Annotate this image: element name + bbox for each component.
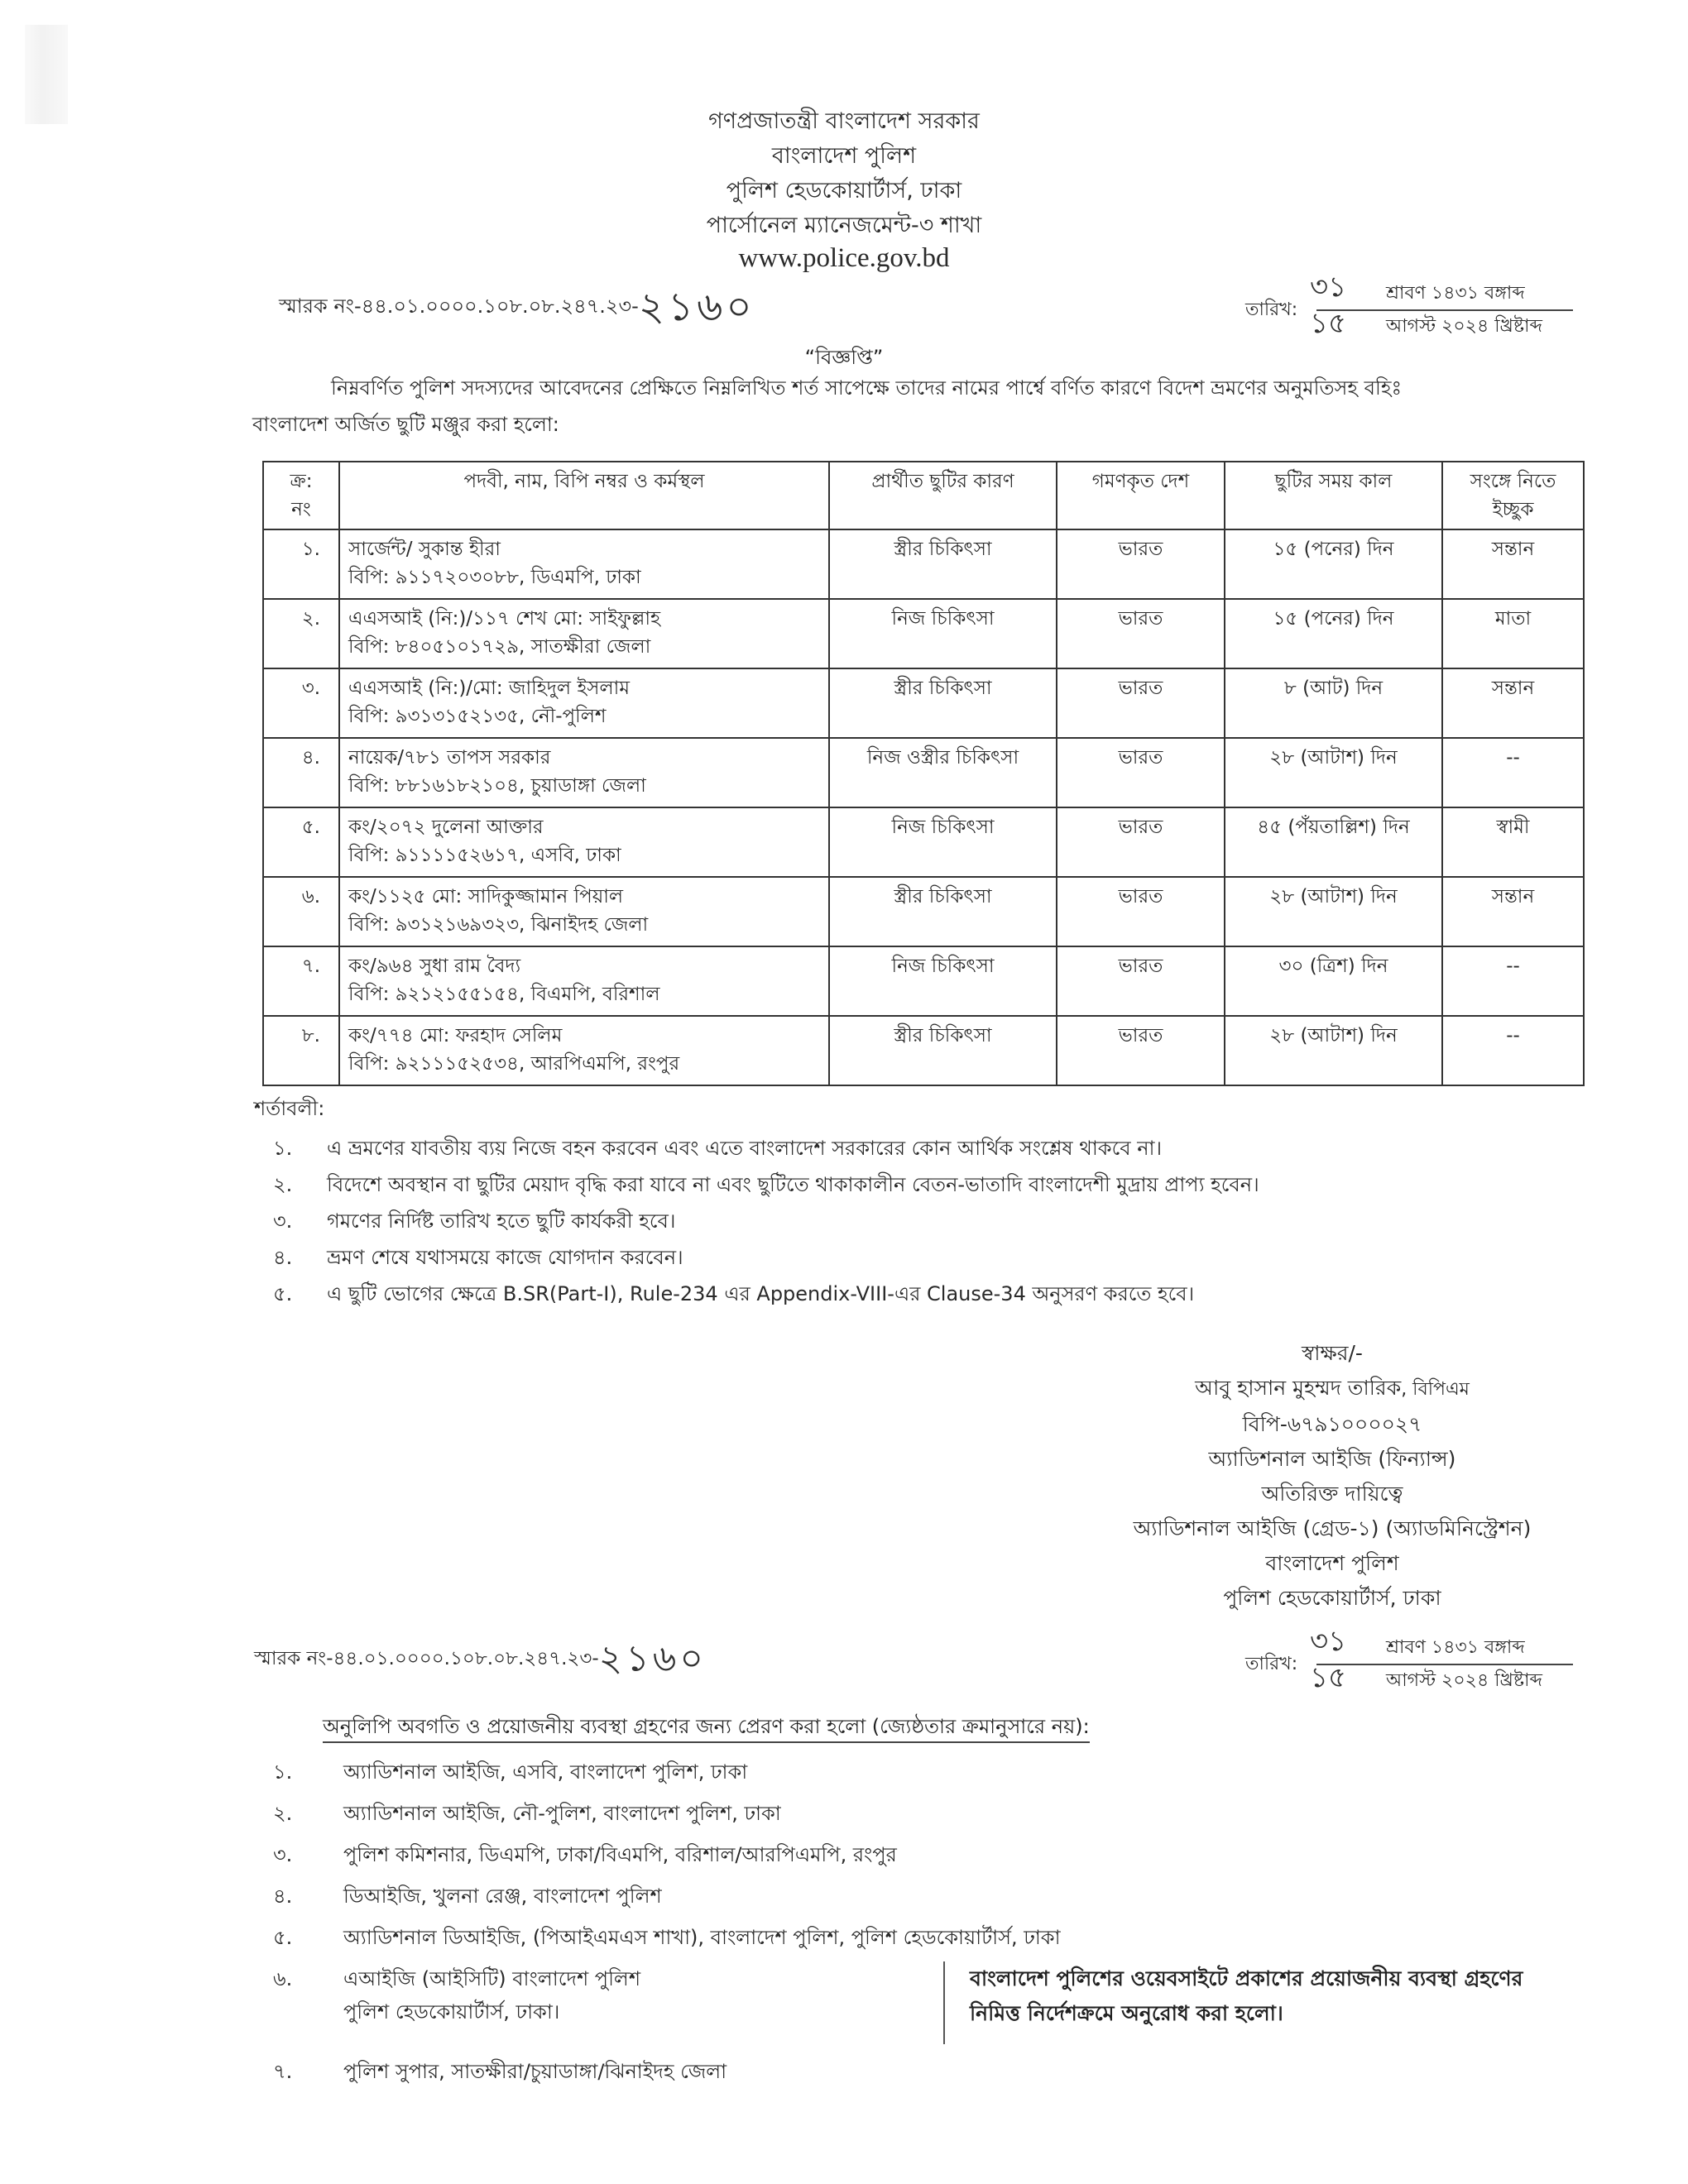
cell-companion: সন্তান xyxy=(1442,877,1584,946)
condition-text: ভ্রমণ শেষে যথাসময়ে কাজে যোগদান করবেন। xyxy=(327,1246,683,1269)
table-row xyxy=(263,529,1584,599)
cell-serial: ৩. xyxy=(263,668,339,738)
member-name: কং/৯৬৪ সুধা রাম বৈদ্য xyxy=(348,956,521,977)
condition-number: ৩. xyxy=(273,1209,293,1233)
header-government: গণপ্রজাতন্ত্রী বাংলাদেশ সরকার xyxy=(708,108,980,134)
memo-date xyxy=(1245,271,1593,342)
copy-item-text: পুলিশ কমিশনার, ডিএমপি, ঢাকা/বিএমপি, বরিশাল/আরপিএমপি, রংপুর xyxy=(343,1843,897,1866)
cell-reason: নিজ চিকিৎসা xyxy=(829,807,1057,877)
table-row xyxy=(263,668,1584,738)
cell-reason: স্ত্রীর চিকিৎসা xyxy=(829,529,1057,599)
cell-country: ভারত xyxy=(1057,807,1225,877)
cell-name xyxy=(339,946,829,1016)
date-english: আগস্ট ২০২৪ খ্রিষ্টাব্দ xyxy=(1386,316,1542,337)
signature-block xyxy=(1034,1336,1630,1616)
header-police: বাংলাদেশ পুলিশ xyxy=(771,143,917,169)
cell-country: ভারত xyxy=(1057,529,1225,599)
header-country: গমণকৃত দেশ xyxy=(1057,462,1225,529)
member-name: এএসআই (নি:)/মো: জাহিদুল ইসলাম xyxy=(348,678,631,699)
cell-serial: ৭. xyxy=(263,946,339,1016)
condition-text: এ ছুটি ভোগের ক্ষেত্রে B.SR(Part-I), Rule-234 এর Appendix-VIII-এর Clause-34 অনুসরণ করতে হবে। xyxy=(327,1282,1195,1305)
cell-reason: স্ত্রীর চিকিৎসা xyxy=(829,877,1057,946)
copy-date-day-english: ১৫ xyxy=(1310,1661,1347,1694)
cell-companion: স্বামী xyxy=(1442,807,1584,877)
copy-item-text: অ্যাডিশনাল ডিআইজি, (পিআইএমএস শাখা), বাংলাদেশ পুলিশ, পুলিশ হেডকোয়ার্টার্স, ঢাকা xyxy=(343,1926,1061,1949)
cell-duration: ২৮ (আটাশ) দিন xyxy=(1225,738,1442,807)
signatory-additional: অতিরিক্ত দায়িত্বে xyxy=(1261,1482,1403,1506)
cell-reason: নিজ চিকিৎসা xyxy=(829,946,1057,1016)
website-note-line1: বাংলাদেশ পুলিশের ওয়েবসাইটে প্রকাশের প্রয়োজনীয় ব্যবস্থা গ্রহণের xyxy=(970,1966,1523,1990)
signatory-org: বাংলাদেশ পুলিশ xyxy=(1265,1551,1399,1575)
cell-name xyxy=(339,738,829,807)
copy-memo-date xyxy=(1245,1625,1593,1697)
copy-date-label: তারিখ: xyxy=(1245,1654,1298,1674)
member-name: কং/২০৭২ দুলেনা আক্তার xyxy=(348,817,544,838)
copy-item-text: অ্যাডিশনাল আইজি, নৌ-পুলিশ, বাংলাদেশ পুলিশ, ঢাকা xyxy=(343,1802,781,1825)
cell-serial: ৫. xyxy=(263,807,339,877)
date-day-bangla: ৩১ xyxy=(1310,271,1347,304)
member-bp: বিপি: ৯২১১১৫২৫৩৪, আরপিএমপি, রংপুর xyxy=(348,1053,680,1075)
signatory-designation-2: অ্যাডিশনাল আইজি (গ্রেড-১) (অ্যাডমিনিস্ট্রেশন) xyxy=(1133,1516,1532,1540)
cell-country: ভারত xyxy=(1057,599,1225,668)
cell-reason: স্ত্রীর চিকিৎসা xyxy=(829,668,1057,738)
table-row xyxy=(263,738,1584,807)
date-divider xyxy=(1316,309,1573,311)
condition-number: ২. xyxy=(273,1173,293,1196)
member-name: সার্জেন্ট/ সুকান্ত হীরা xyxy=(348,539,501,560)
copy-item-text: এআইজি (আইসিটি) বাংলাদেশ পুলিশ পুলিশ হেডকোয়ার্টার্স, ঢাকা। xyxy=(343,1967,641,2024)
table-header-row xyxy=(263,462,1584,529)
notice-paragraph-line2: বাংলাদেশ অর্জিত ছুটি মঞ্জুর করা হলো: xyxy=(252,413,559,436)
header-duration: ছুটির সময় কাল xyxy=(1225,462,1442,529)
member-bp: বিপি: ৯৩১৩১৫২১৩৫, নৌ-পুলিশ xyxy=(348,706,607,727)
table-row xyxy=(263,877,1584,946)
header-companion: সংঙ্গে নিতে ইচ্ছুক xyxy=(1442,462,1584,529)
cell-duration: ৪৫ (পঁয়তাল্লিশ) দিন xyxy=(1225,807,1442,877)
member-bp: বিপি: ৯১১৭২০৩০৮৮, ডিএমপি, ঢাকা xyxy=(348,567,641,588)
condition-number: ৪. xyxy=(273,1246,293,1269)
copy-date-english: আগস্ট ২০২৪ খ্রিষ্টাব্দ xyxy=(1386,1670,1542,1691)
copy-item-text: ডিআইজি, খুলনা রেঞ্জ, বাংলাদেশ পুলিশ xyxy=(343,1885,662,1908)
cell-duration: ১৫ (পনের) দিন xyxy=(1225,529,1442,599)
copy-intro: অনুলিপি অবগতি ও প্রয়োজনীয় ব্যবস্থা গ্রহণের জন্য প্রেরণ করা হলো (জ্যেষ্ঠতার ক্রমানুসারে নয়): xyxy=(323,1712,1090,1743)
cell-reason: স্ত্রীর চিকিৎসা xyxy=(829,1016,1057,1085)
copy-memo-handwritten-number: ২১৬০ xyxy=(598,1637,707,1680)
memo-prefix: স্মারক নং-৪৪.০১.০০০০.১০৮.০৮.২৪৭.২৩- xyxy=(279,295,639,318)
cell-serial: ৪. xyxy=(263,738,339,807)
member-name: এএসআই (নি:)/১১৭ শেখ মো: সাইফুল্লাহ xyxy=(348,608,661,630)
table-row xyxy=(263,946,1584,1016)
header-serial: ক্র: নং xyxy=(263,462,339,529)
member-name: নায়েক/৭৮১ তাপস সরকার xyxy=(348,747,551,769)
cell-name xyxy=(339,599,829,668)
date-day-english: ১৫ xyxy=(1310,307,1347,340)
copy-memo-prefix: স্মারক নং-৪৪.০১.০০০০.১০৮.০৮.২৪৭.২৩- xyxy=(254,1648,599,1669)
cell-name xyxy=(339,877,829,946)
copy-item-number: ৪. xyxy=(273,1885,293,1908)
header-headquarters: পুলিশ হেডকোয়ার্টার্স, ঢাকা xyxy=(726,178,962,204)
cell-companion: সন্তান xyxy=(1442,668,1584,738)
website-note xyxy=(943,1961,1523,2044)
cell-country: ভারত xyxy=(1057,668,1225,738)
memo-number xyxy=(279,281,755,332)
cell-reason: নিজ চিকিৎসা xyxy=(829,599,1057,668)
copy-item-text: পুলিশ সুপার, সাতক্ষীরা/চুয়াডাঙ্গা/ঝিনাইদহ জেলা xyxy=(343,2060,727,2083)
member-bp: বিপি: ৮৮১৬১৮২১০৪, চুয়াডাঙ্গা জেলা xyxy=(348,775,646,797)
date-bangla: শ্রাবণ ১৪৩১ বঙ্গাব্দ xyxy=(1386,283,1525,304)
cell-name xyxy=(339,1016,829,1085)
date-label: তারিখ: xyxy=(1245,299,1298,320)
copy-date-day-bangla: ৩১ xyxy=(1310,1625,1347,1658)
cell-serial: ২. xyxy=(263,599,339,668)
memo-handwritten-number: ২১৬০ xyxy=(638,284,755,330)
copy-item-number: ৩. xyxy=(273,1843,293,1866)
copy-item-number: ৫. xyxy=(273,1926,293,1949)
cell-country: ভারত xyxy=(1057,877,1225,946)
website-note-line2: নিমিত্ত নির্দেশক্রমে অনুরোধ করা হলো। xyxy=(970,2001,1283,2025)
condition-text: গমণের নির্দিষ্ট তারিখ হতে ছুটি কার্যকরী হবে। xyxy=(327,1209,676,1233)
copy-item-number: ২. xyxy=(273,1802,293,1825)
header-name: পদবী, নাম, বিপি নম্বর ও কর্মস্থল xyxy=(339,462,829,529)
copy-date-bangla: শ্রাবণ ১৪৩১ বঙ্গাব্দ xyxy=(1386,1637,1525,1658)
cell-serial: ৬. xyxy=(263,877,339,946)
copy-item-number: ৭. xyxy=(273,2060,293,2083)
condition-text: এ ভ্রমণের যাবতীয় ব্যয় নিজে বহন করবেন এবং এতে বাংলাদেশ সরকারের কোন আর্থিক সংশ্লেষ থাকবে না। xyxy=(327,1137,1163,1160)
copy-item-text: অ্যাডিশনাল আইজি, এসবি, বাংলাদেশ পুলিশ, ঢাকা xyxy=(343,1760,748,1784)
copy-item-number: ১. xyxy=(273,1760,293,1784)
cell-country: ভারত xyxy=(1057,1016,1225,1085)
copy-item-number: ৬. xyxy=(273,1967,293,1990)
cell-companion: -- xyxy=(1442,738,1584,807)
condition-number: ১. xyxy=(273,1137,293,1160)
member-name: কং/১১২৫ মো: সাদিকুজ্জামান পিয়াল xyxy=(348,886,624,908)
cell-companion: মাতা xyxy=(1442,599,1584,668)
member-bp: বিপি: ৯৩১২১৬৯৩২৩, ঝিনাইদহ জেলা xyxy=(348,914,649,936)
cell-companion: -- xyxy=(1442,1016,1584,1085)
table-row xyxy=(263,807,1584,877)
signed-mark: স্বাক্ষর/- xyxy=(1302,1341,1363,1365)
cell-country: ভারত xyxy=(1057,946,1225,1016)
header-reason: প্রার্থীত ছুটির কারণ xyxy=(829,462,1057,529)
cell-duration: ২৮ (আটাশ) দিন xyxy=(1225,1016,1442,1085)
copy-date-divider xyxy=(1316,1664,1573,1665)
cell-serial: ৮. xyxy=(263,1016,339,1085)
condition-text: বিদেশে অবস্থান বা ছুটির মেয়াদ বৃদ্ধি করা যাবে না এবং ছুটিতে থাকাকালীন বেতন-ভাতাদি বাংলাদেশী মুদ্রায় প্রাপ্য হবেন। xyxy=(327,1173,1259,1196)
table-row xyxy=(263,1016,1584,1085)
signatory-name: আবু হাসান মুহম্মদ তারিক, বিপিএম xyxy=(1195,1376,1470,1400)
cell-duration: ২৮ (আটাশ) দিন xyxy=(1225,877,1442,946)
cell-name xyxy=(339,529,829,599)
member-bp: বিপি: ৮৪০৫১০১৭২৯, সাতক্ষীরা জেলা xyxy=(348,636,651,658)
conditions-title: শর্তাবলী: xyxy=(254,1097,325,1120)
cell-reason: নিজ ওস্ত্রীর চিকিৎসা xyxy=(829,738,1057,807)
signatory-designation: অ্যাডিশনাল আইজি (ফিন্যান্স) xyxy=(1208,1447,1456,1471)
cell-duration: ৩০ (ত্রিশ) দিন xyxy=(1225,946,1442,1016)
cell-name xyxy=(339,807,829,877)
cell-name xyxy=(339,668,829,738)
header-website: www.police.gov.bd xyxy=(738,243,950,273)
copy-memo-number xyxy=(254,1634,707,1684)
cell-country: ভারত xyxy=(1057,738,1225,807)
header-branch: পার্সোনেল ম্যানেজমেন্ট-৩ শাখা xyxy=(706,213,982,238)
member-bp: বিপি: ৯২১২১৫৫১৫৪, বিএমপি, বরিশাল xyxy=(348,984,660,1005)
cell-duration: ১৫ (পনের) দিন xyxy=(1225,599,1442,668)
condition-number: ৫. xyxy=(273,1282,293,1305)
cell-serial: ১. xyxy=(263,529,339,599)
cell-duration: ৮ (আট) দিন xyxy=(1225,668,1442,738)
notice-paragraph-line1: নিম্নবর্ণিত পুলিশ সদস্যদের আবেদনের প্রেক্ষিতে নিম্নলিখিত শর্ত সাপেক্ষে তাদের নামের পার্শ্বে বর্ণিত কারণে বিদেশ ভ্রমণের অনুমতিসহ বহিঃ xyxy=(331,376,1403,400)
signatory-office: পুলিশ হেডকোয়ার্টার্স, ঢাকা xyxy=(1223,1586,1441,1610)
table-row xyxy=(263,599,1584,668)
member-bp: বিপি: ৯১১১১৫২৬১৭, এসবি, ঢাকা xyxy=(348,845,621,866)
cell-companion: -- xyxy=(1442,946,1584,1016)
signatory-bp: বিপি-৬৭৯১০০০০২৭ xyxy=(1242,1412,1422,1436)
notice-title: “বিজ্ঞপ্তি” xyxy=(804,346,884,369)
member-name: কং/৭৭৪ মো: ফরহাদ সেলিম xyxy=(348,1025,563,1046)
cell-companion: সন্তান xyxy=(1442,529,1584,599)
leave-table xyxy=(262,461,1585,1086)
